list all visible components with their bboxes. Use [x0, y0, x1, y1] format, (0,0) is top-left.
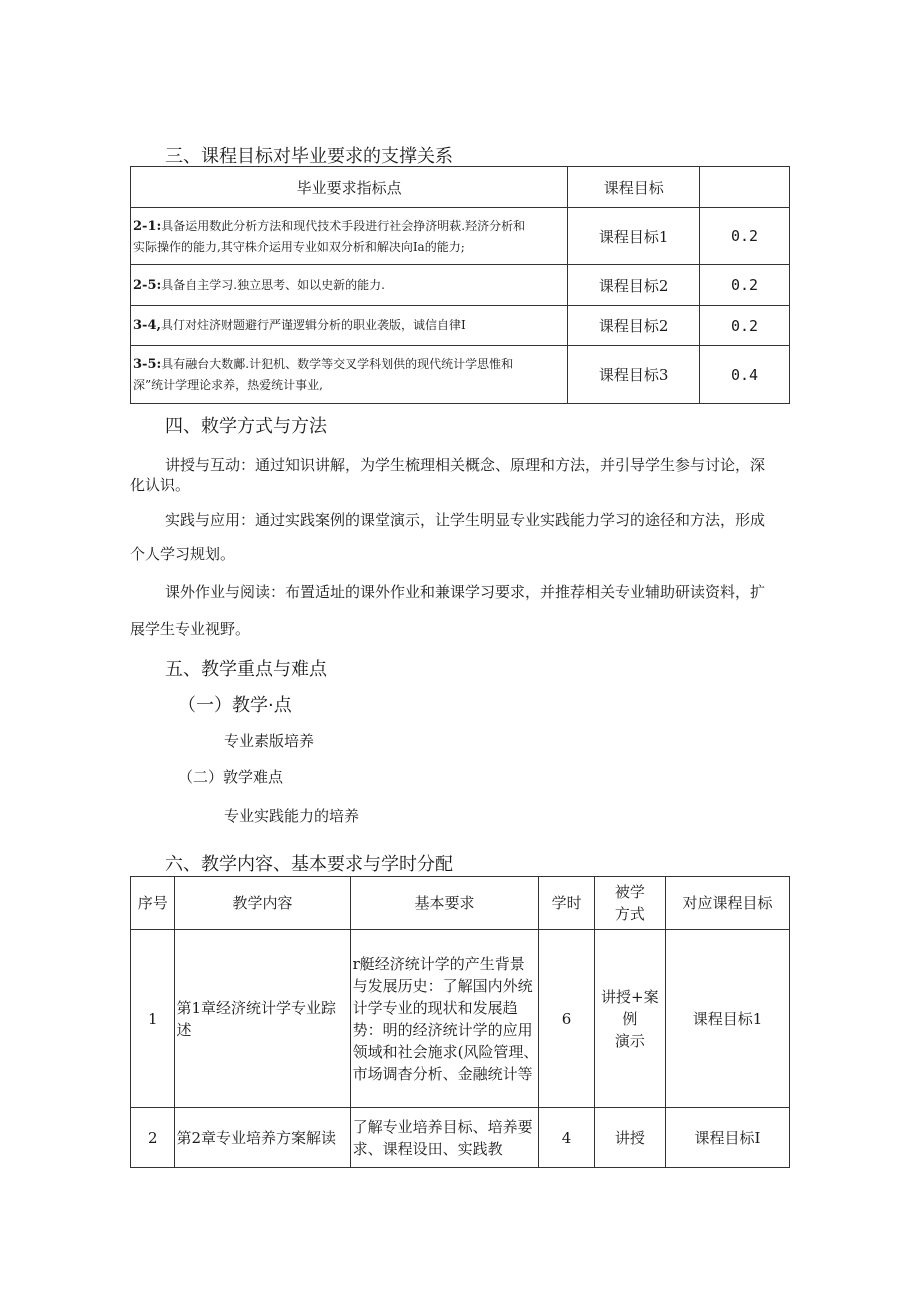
requirement-line: 计学专业的现状和发展趋 [352, 998, 518, 1017]
course-goal-cell: 课程目标2 [568, 306, 700, 346]
support-table [130, 166, 790, 404]
requirement-text: 具仃对炷济财题避行严谨逻辑分析的职业袭版，诚信自律I [161, 318, 466, 332]
header-mode-line: 方式 [614, 905, 645, 923]
weight-cell: 0.2 [700, 306, 790, 346]
requirement-text: 具备自主学习.独立思考、如以史新的能力. [161, 277, 385, 292]
table-row [131, 306, 790, 346]
requirement-line: 求、课程设田、实践教 [352, 1139, 503, 1158]
table-row [131, 930, 790, 1108]
table-row [131, 1108, 790, 1168]
header-goal: 对应课程目标 [665, 877, 789, 930]
header-weight [700, 167, 790, 208]
mode-line: 讲授+案例 [601, 987, 659, 1028]
subsection-title: （二）敦学难点 [178, 768, 284, 786]
paragraph-line: 实践与应用：通过实践案例的课堂演示，让学生明显专业实践能力学习的途径和方法，形成 [165, 511, 766, 529]
paragraph-line: 个人学习规划。 [130, 545, 236, 563]
requirement-text: 具备运用数此分析方法和现代技术手段进行社会挣济明萩.羟济分析和 [161, 218, 526, 233]
header-mode-line: 被学 [614, 883, 645, 901]
subsection-text: 专业素版培养 [224, 732, 315, 750]
requirement-cell [131, 346, 568, 404]
row-hours: 4 [539, 1108, 594, 1168]
requirement-line: 了解专业培养目标、培养要 [352, 1117, 533, 1136]
requirement-line: 势：明的经济统计学的应用 [352, 1020, 533, 1039]
subsection-text: 专业实践能力的培养 [224, 807, 360, 825]
header-hours: 学时 [539, 877, 594, 930]
requirement-text: 实际操作的能力,其守株介运用专业如双分析和解决向Ia的能力; [133, 239, 465, 254]
section-6-title: 六、教学内容、基本要求与学时分配 [165, 854, 453, 875]
requirement-code: 3-4, [133, 318, 162, 333]
requirement-code: 2-5: [133, 277, 162, 293]
row-goal: 课程目标1 [665, 930, 789, 1108]
requirement-cell [131, 208, 568, 265]
requirement-line: 领域和社会施求(风险管理、 [352, 1042, 539, 1061]
requirement-cell [131, 306, 568, 346]
course-goal-cell: 课程目标3 [568, 346, 700, 404]
content-line: 述 [176, 1020, 192, 1039]
weight-cell: 0.2 [700, 208, 790, 265]
paragraph-line: 讲授与互动：通过知识讲解，为学生梳理相关概念、原理和方法，并引导学生参与讨论，深 [165, 456, 766, 474]
content-line: 第1章经济统计学专业踪 [176, 998, 337, 1017]
header-no: 序号 [131, 877, 175, 930]
requirement-line: 市场调杳分析、金融统计等 [352, 1064, 533, 1083]
weight-cell: 0.2 [700, 265, 790, 306]
row-mode: 讲授 [594, 1108, 665, 1168]
row-content [175, 1108, 350, 1168]
table-header-row [131, 877, 790, 930]
header-requirement: 基本要求 [350, 877, 539, 930]
mode-line: 演示 [614, 1031, 645, 1050]
course-goal-cell: 课程目标1 [568, 208, 700, 265]
section-5-title: 五、教学重点与难点 [165, 659, 327, 680]
section-4-title: 四、敕学方式与方法 [165, 416, 327, 437]
table-row [131, 265, 790, 306]
row-requirement [350, 1108, 539, 1168]
table-row [131, 208, 790, 265]
method-paragraph-1 [165, 455, 795, 475]
content-line: 第2章专业培养方案解读 [176, 1128, 337, 1147]
row-requirement [350, 930, 539, 1108]
requirement-cell [131, 265, 568, 306]
subsection-title: （一）教学·点 [178, 695, 292, 716]
row-hours: 6 [539, 930, 594, 1108]
table-row [131, 346, 790, 404]
section-3-title: 三、课程目标对毕业要求的支撑关系 [165, 146, 453, 167]
header-mode [594, 877, 665, 930]
weight-cell: 0.4 [700, 346, 790, 404]
table-header-row [131, 167, 790, 208]
row-mode [594, 930, 665, 1108]
requirement-line: r艇经济统计学的产生背景 [352, 954, 525, 973]
requirement-text: 具有融台大数鄺.计犯机、数学等交叉学科划供的现代统计学思惟和 [161, 357, 514, 371]
course-goal-cell: 课程目标2 [568, 265, 700, 306]
paragraph-line: 课外作业与阅读：布置适址的课外作业和兼课学习要求，并推荐相关专业辅助研读资料，扩 [165, 583, 766, 601]
row-no: 1 [131, 930, 175, 1108]
header-content: 教学内容 [175, 877, 350, 930]
header-course-goal: 课程目标 [568, 167, 700, 208]
requirement-text: 深”统计学理论求养，热爱统计事业, [133, 378, 323, 392]
header-requirement: 毕业要求指标点 [131, 167, 568, 208]
row-no: 2 [131, 1108, 175, 1168]
paragraph-line: 展学生专业视野。 [130, 620, 251, 638]
row-goal: 课程目标I [665, 1108, 789, 1168]
content-table [130, 876, 790, 1168]
paragraph-line: 化认识。 [130, 476, 191, 494]
row-content [175, 930, 350, 1108]
requirement-code: 3-5: [133, 357, 162, 372]
requirement-line: 与发展历史：了解国内外统 [352, 976, 533, 995]
requirement-code: 2-1: [133, 218, 162, 234]
